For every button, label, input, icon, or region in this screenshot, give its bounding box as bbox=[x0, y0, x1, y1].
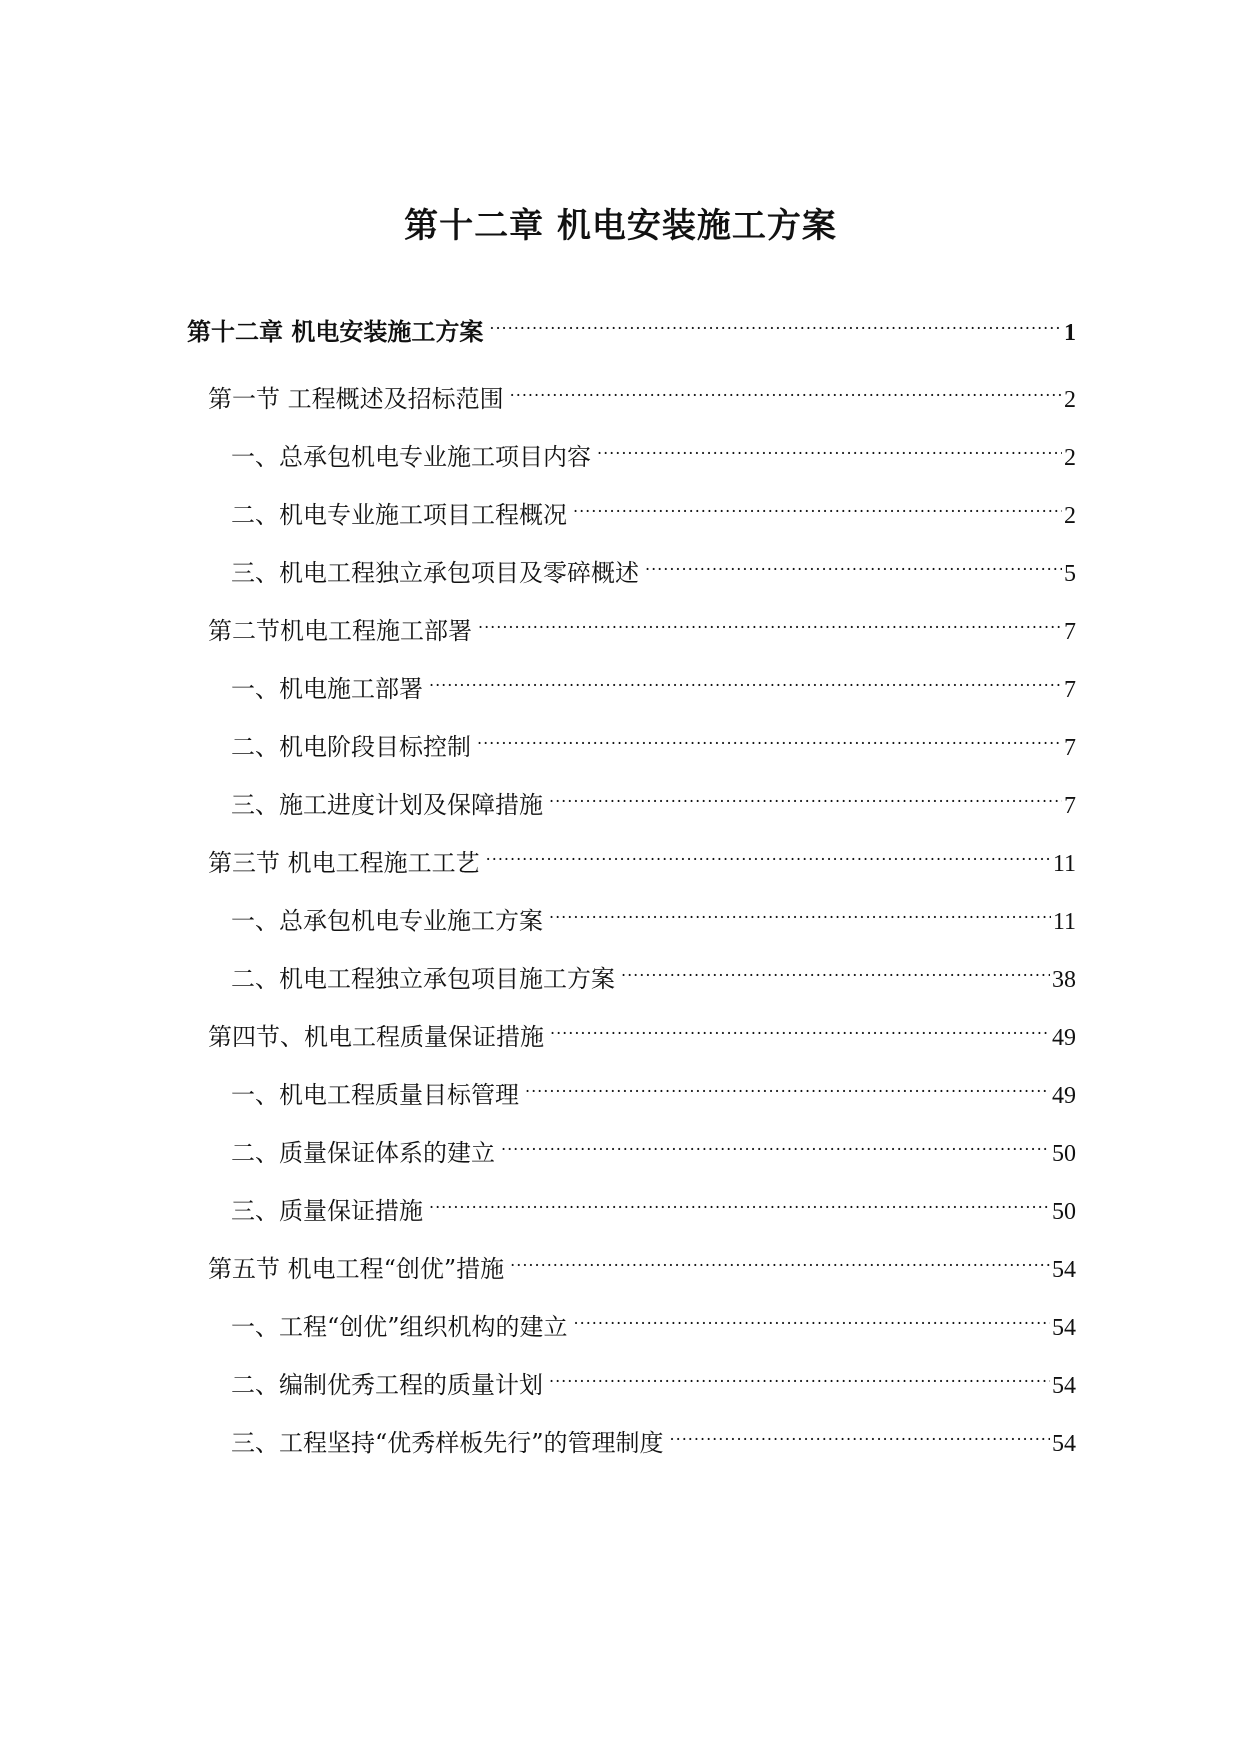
toc-entry[interactable] bbox=[231, 1295, 1076, 1341]
toc-entry[interactable] bbox=[231, 773, 1076, 819]
toc-dot-leader bbox=[549, 773, 1062, 813]
toc-dot-leader bbox=[645, 541, 1062, 581]
toc-entry-title: 三、质量保证措施 bbox=[231, 1197, 423, 1225]
toc-entry-title: 二、机电工程独立承包项目施工方案 bbox=[231, 965, 615, 993]
toc-dot-leader bbox=[597, 425, 1062, 465]
toc-entry-title: 三、工程坚持“优秀样板先行”的管理制度 bbox=[231, 1429, 664, 1457]
toc-page-number: 11 bbox=[1052, 909, 1076, 935]
toc-entry-title: 第一节 工程概述及招标范围 bbox=[208, 385, 504, 413]
toc-dot-leader bbox=[525, 1063, 1050, 1103]
toc-page-number: 49 bbox=[1052, 1025, 1076, 1051]
toc-page-number: 7 bbox=[1064, 619, 1076, 645]
toc-entry-title: 一、总承包机电专业施工项目内容 bbox=[231, 443, 591, 471]
toc-entry-title: 一、机电工程质量目标管理 bbox=[231, 1081, 519, 1109]
toc-entry-title: 二、机电专业施工项目工程概况 bbox=[231, 501, 567, 529]
toc-entry[interactable] bbox=[231, 483, 1076, 529]
toc-page-number: 7 bbox=[1064, 793, 1076, 819]
toc-page-number: 7 bbox=[1064, 677, 1076, 703]
toc-dot-leader bbox=[486, 831, 1051, 871]
toc-dot-leader bbox=[510, 367, 1062, 407]
toc-entry-title: 三、机电工程独立承包项目及零碎概述 bbox=[231, 559, 639, 587]
toc-entry-title: 二、质量保证体系的建立 bbox=[231, 1139, 495, 1167]
toc-dot-leader bbox=[477, 715, 1062, 755]
toc-entry-title: 第二节机电工程施工部署 bbox=[208, 617, 472, 645]
toc-entry[interactable] bbox=[231, 1063, 1076, 1109]
toc-page-number: 5 bbox=[1064, 561, 1076, 587]
toc-entry-title: 一、机电施工部署 bbox=[231, 675, 423, 703]
toc-dot-leader bbox=[429, 1179, 1050, 1219]
toc-entry[interactable] bbox=[208, 831, 1076, 877]
toc-entry-title: 一、总承包机电专业施工方案 bbox=[231, 907, 543, 935]
toc-page-number: 49 bbox=[1052, 1083, 1076, 1109]
toc-entry-title: 二、机电阶段目标控制 bbox=[231, 733, 471, 761]
toc-entry-title: 第四节、机电工程质量保证措施 bbox=[208, 1023, 544, 1051]
toc-dot-leader bbox=[501, 1121, 1050, 1161]
toc-entry[interactable] bbox=[231, 1121, 1076, 1167]
toc-entry[interactable] bbox=[231, 425, 1076, 471]
toc-dot-leader bbox=[670, 1411, 1050, 1451]
toc-page-number: 2 bbox=[1064, 445, 1076, 471]
toc-entry[interactable] bbox=[231, 1411, 1076, 1457]
toc-dot-leader bbox=[621, 947, 1050, 987]
toc-entry-title: 第五节 机电工程“创优”措施 bbox=[208, 1255, 505, 1283]
toc-page-number: 1 bbox=[1064, 320, 1076, 346]
toc-entry-title: 一、工程“创优”组织机构的建立 bbox=[231, 1313, 568, 1341]
toc-entry[interactable] bbox=[231, 1179, 1076, 1225]
toc-entry[interactable] bbox=[208, 1237, 1076, 1283]
toc-dot-leader bbox=[549, 1353, 1050, 1393]
toc-entry[interactable] bbox=[208, 1005, 1076, 1051]
toc-entry-title: 二、编制优秀工程的质量计划 bbox=[231, 1371, 543, 1399]
toc-entry[interactable] bbox=[231, 657, 1076, 703]
toc-dot-leader bbox=[478, 599, 1062, 639]
toc-dot-leader bbox=[550, 1005, 1050, 1045]
toc-entry[interactable] bbox=[231, 715, 1076, 761]
toc-dot-leader bbox=[573, 483, 1062, 523]
toc-dot-leader bbox=[574, 1295, 1050, 1335]
toc-page-number: 2 bbox=[1064, 387, 1076, 413]
toc-page-number: 54 bbox=[1052, 1315, 1076, 1341]
toc-entry-title: 第三节 机电工程施工工艺 bbox=[208, 849, 480, 877]
toc-entry[interactable] bbox=[231, 541, 1076, 587]
toc-page-number: 54 bbox=[1052, 1431, 1076, 1457]
toc-entry[interactable] bbox=[231, 947, 1076, 993]
toc-page-number: 50 bbox=[1052, 1141, 1076, 1167]
toc-entry[interactable] bbox=[187, 300, 1076, 346]
toc-page-number: 11 bbox=[1052, 851, 1076, 877]
toc-page-number: 2 bbox=[1064, 503, 1076, 529]
document-title: 第十二章 机电安装施工方案 bbox=[404, 206, 837, 246]
toc-dot-leader bbox=[489, 300, 1062, 340]
toc-page-number: 54 bbox=[1052, 1373, 1076, 1399]
toc-dot-leader bbox=[549, 889, 1051, 929]
toc-dot-leader bbox=[429, 657, 1062, 697]
toc-entry-title: 三、施工进度计划及保障措施 bbox=[231, 791, 543, 819]
toc-page-number: 54 bbox=[1052, 1257, 1076, 1283]
toc-entry[interactable] bbox=[208, 367, 1076, 413]
toc-page-number: 38 bbox=[1052, 967, 1076, 993]
toc-entry[interactable] bbox=[231, 889, 1076, 935]
toc-page-number: 7 bbox=[1064, 735, 1076, 761]
toc-page-number: 50 bbox=[1052, 1199, 1076, 1225]
toc-dot-leader bbox=[510, 1237, 1050, 1277]
toc-entry-title: 第十二章 机电安装施工方案 bbox=[187, 317, 484, 346]
toc-entry[interactable] bbox=[208, 599, 1076, 645]
toc-entry[interactable] bbox=[231, 1353, 1076, 1399]
